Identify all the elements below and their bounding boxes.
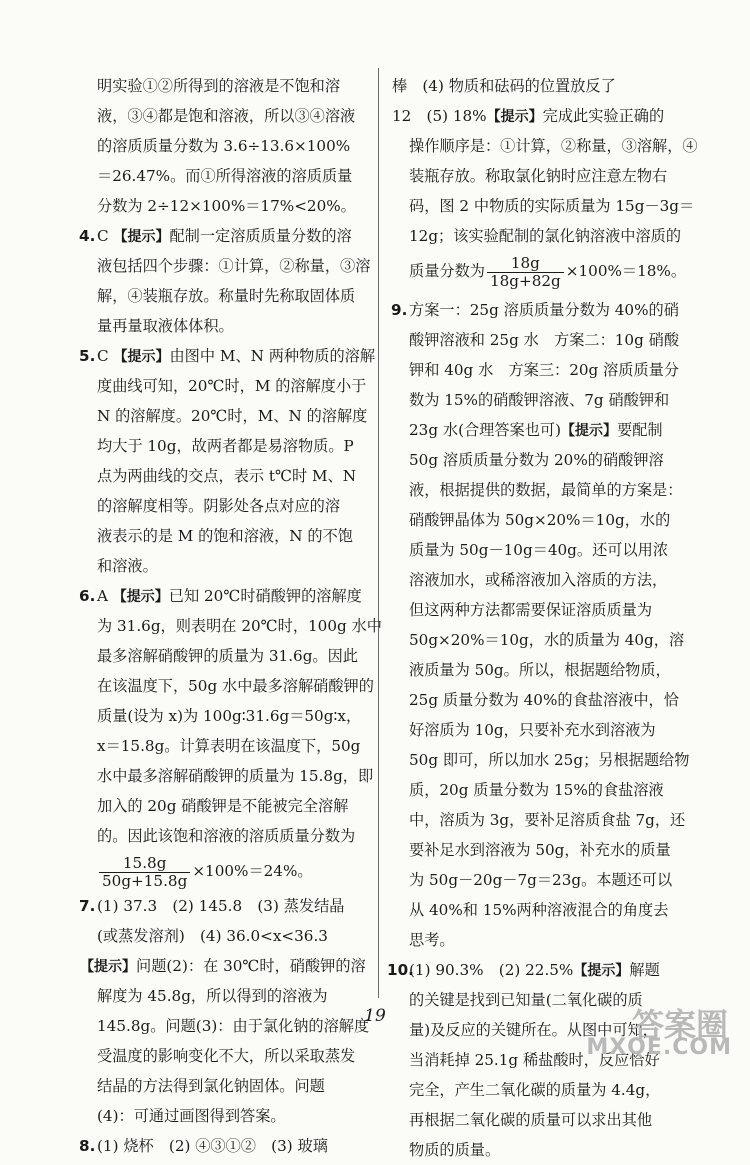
text-line: 50g 溶质质量分数为 20%的硝酸钾溶 (409, 451, 664, 469)
text-line: 溶液加水，或稀溶液加入溶质的方法， (409, 571, 668, 589)
text-line: 质量(设为 x)为 100g∶31.6g＝50g∶x， (97, 707, 362, 725)
formula-prefix: 质量分数为 (409, 262, 485, 280)
fraction-denominator: 50g+15.8g (102, 871, 188, 890)
text-line: 操作顺序是：①计算，②称量，③溶解，④ (409, 137, 698, 155)
text-line (387, 955, 682, 985)
text-line: 质，20g 质量分数为 15%的食盐溶液 (409, 781, 664, 799)
text-line: 量)及反应的关键所在。从图中可知， (409, 1021, 658, 1039)
text-line (79, 581, 366, 611)
text-line: 的。因此该饱和溶液的溶质质量分数为 (97, 827, 356, 845)
column-divider (378, 68, 379, 998)
page-number: 19 (364, 1006, 386, 1026)
formula-tail: ×100%＝18%。 (565, 262, 687, 280)
answer-4 (79, 221, 371, 341)
text-line: 受温度的影响变化不大，所以采取蒸发 (97, 1047, 356, 1065)
watermark-logo (586, 1000, 736, 1062)
text-line: 液表示的是 M 的饱和溶液，N 的不饱 (97, 527, 353, 545)
text-line (79, 1131, 366, 1161)
text-line: 数为 15%的硝酸钾溶液、7g 硝酸钾和 (409, 391, 670, 409)
hint-label: 【提示】 (113, 349, 170, 365)
text-line (392, 101, 682, 131)
answer-9 (391, 295, 690, 955)
question-number: 5. (79, 347, 96, 365)
question-number: 7. (79, 897, 96, 915)
text-line: 码，图 2 中物质的实际质量为 15g－3g＝ (409, 197, 695, 215)
answer-choice: A (97, 587, 108, 605)
answer-8 (80, 1131, 366, 1161)
text-line: 思考。 (409, 931, 455, 949)
text-line: 50g 即可，所以加水 25g；另根据题给物 (409, 751, 690, 769)
fraction-denominator: 18g+82g (489, 271, 561, 290)
text-line: 从 40%和 15%两种溶液混合的角度去 (409, 901, 669, 919)
text-line: N 的溶解度。20℃时，M、N 的溶解度 (97, 407, 368, 425)
hint-label: 【提示】 (573, 963, 630, 979)
hint-text: 问题(2)：在 30℃时，硝酸钾的溶 (136, 957, 366, 975)
text-line: 液，根据提供的数据，最简单的方案是： (409, 481, 683, 499)
watermark-glyph: 答案圈 (631, 1006, 728, 1044)
fraction-numerator: 18g (487, 255, 564, 273)
text-line (79, 341, 376, 371)
answer-5 (79, 341, 376, 581)
answer-3-continuation (80, 71, 366, 221)
text-line: 度曲线可知，20℃时，M 的溶解度小于 (97, 377, 367, 395)
fraction-numerator: 15.8g (99, 855, 190, 873)
question-number: 6. (79, 587, 96, 605)
question-number: 10. (387, 961, 414, 979)
answer-text: 方案一：25g 溶质质量分数为 40%的硝 (409, 301, 679, 319)
text-line: ＝26.47%。而①所得溶液的溶质质量 (97, 167, 353, 185)
answer-text: 23g 水(合理答案也可) (409, 421, 562, 439)
question-number: 9. (391, 301, 408, 319)
text-line: 液，③④都是饱和溶液，所以③④溶液 (97, 107, 356, 125)
hint-label: 【提示】 (561, 423, 618, 439)
answer-text: (1) 37.3 (2) 145.8 (3) 蒸发结晶 (97, 897, 345, 915)
text-line: 中，溶质为 3g，要补足溶质食盐 7g，还 (409, 811, 686, 829)
text-line: (或蒸发溶剂) (4) 36.0<x<36.3 (97, 927, 328, 945)
text-line: 完全，产生二氧化碳的质量为 4.4g， (409, 1081, 661, 1099)
hint-label: 【提示】 (486, 109, 543, 125)
hint-label: 【提示】 (112, 589, 169, 605)
text-line: 加入的 20g 硝酸钾是不能被完全溶解 (97, 797, 349, 815)
text-line: 解度为 45.8g，所以得到的溶液为 (97, 987, 328, 1005)
text-line: 最多溶解硝酸钾的质量为 31.6g。因此 (97, 647, 358, 665)
hint-text: 配制一定溶质质量分数的溶 (169, 227, 352, 245)
text-line: 钾和 40g 水 方案三：20g 溶质质量分 (409, 361, 680, 379)
answer-text: (1) 90.3% (2) 22.5% (409, 961, 574, 979)
text-line: 当消耗掉 25.1g 稀盐酸时，反应恰好 (409, 1051, 660, 1069)
text-line: 再根据二氧化碳的质量可以求出其他 (409, 1111, 652, 1129)
text-line: 50g×20%＝10g，水的质量为 40g，溶 (409, 631, 685, 649)
question-number: 4. (79, 227, 96, 245)
text-line: 的溶质质量分数为 3.6÷13.6×100% (97, 137, 351, 155)
text-line: 水中最多溶解硝酸钾的质量为 15.8g，即 (97, 767, 374, 785)
hint-label: 【提示】 (80, 959, 136, 975)
text-line (391, 295, 682, 325)
text-line: 液包括四个步骤：①计算，②称量，③溶 (97, 257, 371, 275)
text-line: 为 31.6g，则表明在 20℃时，100g 水中 (97, 617, 382, 635)
text-line: 要补足水到溶液为 50g，补充水的质量 (409, 841, 671, 859)
text-line: 为 50g－20g－7g＝23g。本题还可以 (409, 871, 673, 889)
text-line: 棒 (4) 物质和砝码的位置放反了 (392, 77, 616, 95)
answer-text: 12 (5) 18% (392, 107, 487, 125)
text-line (409, 415, 682, 445)
answer-6 (79, 581, 382, 891)
text-line: (4)：可通过画图得到答案。 (97, 1107, 286, 1125)
formula-tail: ×100%＝24%。 (192, 862, 313, 880)
hint-text: 要配制 (617, 421, 663, 439)
text-line: 分数为 2÷12×100%＝17%<20%。 (97, 197, 356, 215)
answer-choice: C (97, 227, 109, 245)
answer-text: (1) 烧杯 (2) ④③①② (3) 玻璃 (97, 1137, 328, 1155)
question-number: 8. (79, 1137, 96, 1155)
hint-text: 解题 (629, 961, 660, 979)
text-line: 硝酸钾晶体为 50g×20%＝10g，水的 (409, 511, 671, 529)
text-line: x＝15.8g。计算表明在该温度下，50g (97, 737, 361, 755)
hint-label: 【提示】 (113, 229, 170, 245)
formula-line (97, 851, 366, 891)
text-line: 12g；该实验配制的氯化钠溶液中溶质的 (409, 227, 682, 245)
text-line: 和溶液。 (97, 557, 158, 575)
text-line: 145.8g。问题(3)：由于氯化钠的溶解度 (97, 1017, 370, 1035)
text-line: 酸钾溶液和 25g 水 方案二：10g 硝酸 (409, 331, 680, 349)
text-line (79, 221, 366, 251)
hint-body (392, 131, 698, 291)
text-line: 明实验①②所得到的溶液是不饱和溶 (97, 77, 340, 95)
text-line: 在该温度下，50g 水中最多溶解硝酸钾的 (97, 677, 374, 695)
text-line: 的关键是找到已知量(二氧化碳的质 (409, 991, 643, 1009)
text-line: 点为两曲线的交点，表示 t℃时 M、N (97, 467, 357, 485)
text-line: 好溶质为 10g，只要补充水到溶液为 (409, 721, 656, 739)
text-line: 装瓶存放。称取氯化钠时应注意左物右 (409, 167, 668, 185)
hint-text: 由图中 M、N 两种物质的溶解 (169, 347, 376, 365)
text-line (80, 951, 366, 981)
watermark-text: MXQE.COM (586, 1035, 732, 1060)
hint-text: 完成此实验正确的 (542, 107, 665, 125)
text-line: 结晶的方法得到氯化钠固体。问题 (97, 1077, 325, 1095)
hint-text: 已知 20℃时硝酸钾的溶解度 (168, 587, 362, 605)
answer-8-continuation (392, 71, 698, 291)
text-line: 物质的质量。 (409, 1141, 501, 1159)
text-line: 量再量取液体体积。 (97, 317, 234, 335)
text-line: 的溶解度相等。阴影处各点对应的溶 (97, 497, 340, 515)
text-line: 25g 质量分数为 40%的食盐溶液中，恰 (409, 691, 679, 709)
fraction (99, 855, 190, 890)
formula-line (409, 251, 687, 291)
text-line: 解，④装瓶存放。称量时先称取固体质 (97, 287, 356, 305)
fraction (487, 255, 564, 290)
text-line: 均大于 10g，故两者都是易溶物质。P (97, 437, 354, 455)
text-line: 质量为 50g－10g＝40g。还可以用浓 (409, 541, 669, 559)
answer-choice: C (97, 347, 109, 365)
text-line: 但这两种方法都需要保证溶质质量为 (409, 601, 652, 619)
text-line (79, 891, 366, 921)
text-line: 液质量为 50g。所以，根据题给物质， (409, 661, 671, 679)
